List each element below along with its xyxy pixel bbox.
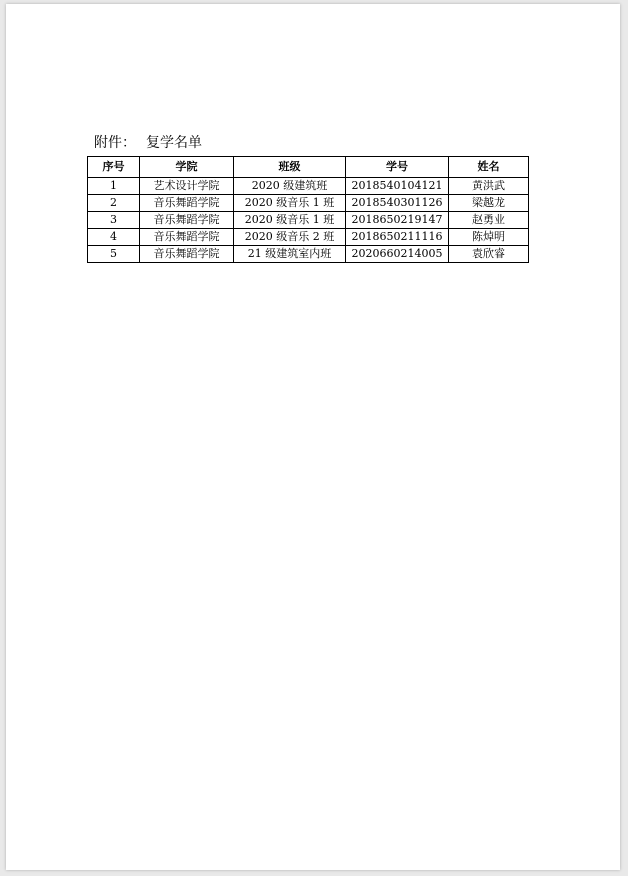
cell-class: 21 级建筑室内班 bbox=[234, 246, 346, 263]
cell-college: 音乐舞蹈学院 bbox=[140, 212, 234, 229]
cell-college: 音乐舞蹈学院 bbox=[140, 195, 234, 212]
attachment-label: 附件： bbox=[94, 135, 136, 151]
header-index: 序号 bbox=[88, 157, 140, 178]
header-name: 姓名 bbox=[449, 157, 529, 178]
cell-student-id: 2018650219147 bbox=[346, 212, 449, 229]
cell-name: 黄洪武 bbox=[449, 178, 529, 195]
table-row bbox=[88, 229, 529, 246]
readmission-table bbox=[87, 156, 529, 263]
cell-index: 3 bbox=[88, 212, 140, 229]
cell-name: 陈焯明 bbox=[449, 229, 529, 246]
cell-name: 袁欣睿 bbox=[449, 246, 529, 263]
cell-class: 2020 级音乐 1 班 bbox=[234, 195, 346, 212]
header-class: 班级 bbox=[234, 157, 346, 178]
document-heading bbox=[94, 132, 202, 152]
cell-college: 音乐舞蹈学院 bbox=[140, 229, 234, 246]
cell-index: 2 bbox=[88, 195, 140, 212]
cell-index: 1 bbox=[88, 178, 140, 195]
cell-college: 艺术设计学院 bbox=[140, 178, 234, 195]
cell-index: 4 bbox=[88, 229, 140, 246]
table-header-row bbox=[88, 157, 529, 178]
table-row bbox=[88, 178, 529, 195]
table-row bbox=[88, 246, 529, 263]
cell-class: 2020 级建筑班 bbox=[234, 178, 346, 195]
header-college: 学院 bbox=[140, 157, 234, 178]
cell-class: 2020 级音乐 1 班 bbox=[234, 212, 346, 229]
table-row bbox=[88, 212, 529, 229]
cell-name: 赵勇业 bbox=[449, 212, 529, 229]
cell-student-id: 2020660214005 bbox=[346, 246, 449, 263]
cell-student-id: 2018540104121 bbox=[346, 178, 449, 195]
document-page bbox=[6, 4, 620, 870]
cell-index: 5 bbox=[88, 246, 140, 263]
page-title: 复学名单 bbox=[146, 135, 202, 151]
table-row bbox=[88, 195, 529, 212]
header-student-id: 学号 bbox=[346, 157, 449, 178]
cell-student-id: 2018650211116 bbox=[346, 229, 449, 246]
cell-class: 2020 级音乐 2 班 bbox=[234, 229, 346, 246]
cell-student-id: 2018540301126 bbox=[346, 195, 449, 212]
cell-college: 音乐舞蹈学院 bbox=[140, 246, 234, 263]
cell-name: 梁越龙 bbox=[449, 195, 529, 212]
